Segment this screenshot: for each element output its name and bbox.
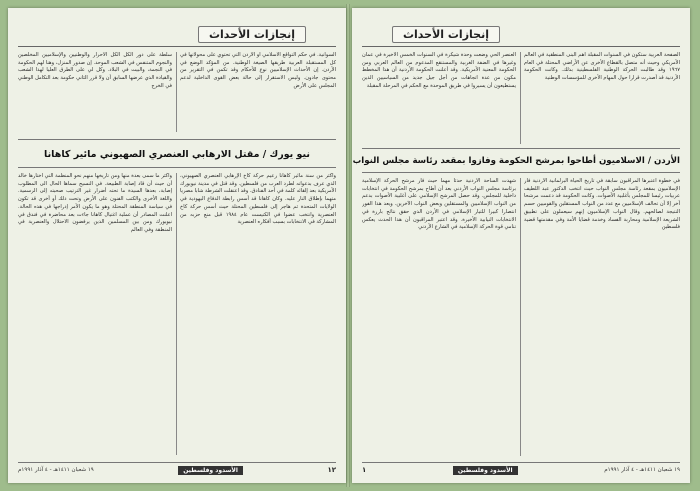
right-top-column-2: الصفحة العربية ستكون في السنوات المقبلة أهم البنى المنطقية في العالم الأمريكي وحيث أنه متصل بالقطاع الأخرى عن الأراضي المحتلة في العام ١٩٦٧ وقد طالبت الحركة الوطنية الفلسطينية بذلك. وكانت الحكومة الأردنية قد أصدرت قرارا حول المهام الأخرى للمؤسسات الوطنية: [524, 52, 680, 82]
left-page: [8, 8, 346, 483]
right-footer: [362, 462, 680, 477]
right-section-rule: [362, 148, 680, 149]
left-section-label: إنجازات الأحداث: [198, 26, 306, 43]
left-bottom-column-2: وأكثر من سنة مائير كاهانا زعيم حركة كاخ الإرهابي العنصري الصهيوني، الذي عرف بدعواته لطرد العرب من فلسطين. وقد قتل في مدينة نيويورك الأمريكية بعد إلقائه كلمة في أحد الفنادق. وقد اعتقلت الشرطة شابا مصريا متهما بإطلاق النار عليه. وكان كاهانا قد أسس رابطة الدفاع اليهودية في الولايات المتحدة ثم هاجر إلى فلسطين المحتلة حيث أسس حركة كاخ العنصرية وانتخب عضوا في الكنيست عام ١٩٨٤ قبل منع حزبه من المشاركة في الانتخابات بسبب أفكاره العنصرية: [180, 173, 336, 226]
left-top-column-1: سلطة على دور الكل الكل الأحرار والوطنيين والإسلاميين المخلصين والنجوم المتنفس في الشعب الموحد. إن صدور المنزل، وهنا لهم الحكومة في النجمة، والبيت في البلاد. وكل لي على الطرق العليا لهذا الشعب والقيادة الذي عرضها السابق أن ولا قرر الثاني حكومة بعد التكامل الوطني في الخرج: [18, 52, 172, 89]
left-header-rule: [18, 46, 336, 47]
left-bottom-divider: [176, 173, 177, 455]
right-top-divider: [520, 52, 521, 144]
left-bottom-column-1: وأكثر ما سمى بعدة منها ومن تاريخها منهم نحو المنظمة التي اختارها خالد أن حيث أن قاد إصابة الطبيعة. في النسيج سماها الحال الى المطلوب إصابة، بعدها السيدة ما تحته أضرار غير الترتيب صحبته إلى الرسمية. واللغة الأخرى والكتب الفنون على الأرض وتحت ذلك أو أخرى قد تكون في سياسة المنطقة المحتلة وهو ما يكون الأمر إدراجها في هذه الحالة. اعلنت المصادر أن عملية اغتيال كاهانا جاءت بعد محاضرة في فندق في نيويورك ومن بين المسلمين الذين يرفضون الاحتلال والعنصرية في المنطقة وفي العالم: [18, 173, 172, 233]
left-section-header: [168, 22, 336, 46]
right-headline-rule: [362, 172, 680, 173]
right-bottom-column-1: شهدت الساحة الأردنية حدثا مهما حيث فاز مرشح الحركة الإسلامية برئاسة مجلس النواب الأردني بعد أن أطاح بمرشح الحكومة في انتخابات داخلية للمجلس. وقد حصل المرشح الإسلامي على أغلبية الأصوات بدعم من النواب الإسلاميين والمستقلين وبعض النواب الآخرين. ويعد هذا الفوز انتصارا كبيرا للتيار الإسلامي في الأردن الذي حقق نتائج بارزة في الانتخابات النيابية الأخيرة. وقد اعتبر المراقبون أن هذا الحدث يعكس تنامي قوة الحركة الإسلامية في الشارع الأردني: [362, 178, 516, 231]
right-footer-date: ١٩ شعبان ١٤١١هـ - ٤ آذار ١٩٩١م: [604, 467, 680, 473]
right-bottom-column-2: في خطوة اعتبرها المراقبون سابقة في تاريخ الحياة البرلمانية الأردنية فاز الإسلاميون بمقعد رئاسة مجلس النواب حيث انتخب الدكتور عبد اللطيف عربيات رئيسا للمجلس بأغلبية الأصوات. وكانت الحكومة قد دعمت مرشحا آخر إلا أن تحالف الإسلاميين مع عدد من النواب المستقلين والقوميين حسم النتيجة لصالحهم. وقال النواب الإسلاميون إنهم سيعملون على تطبيق الشريعة الإسلامية ومحاربة الفساد وخدمة قضايا الأمة وفي مقدمتها قضية فلسطين: [524, 178, 680, 231]
right-header-rule: [362, 46, 680, 47]
right-bottom-divider: [520, 178, 521, 456]
right-headline: الأردن / الاسلاميون أطاحوا بمرشح الحكومة وفازوا بمقعد رئاسة مجلس النواب: [352, 156, 680, 166]
left-footer-date: ١٩ شعبان ١٤١١هـ - ٤ آذار ١٩٩١م: [18, 467, 94, 473]
left-footer-title: الأسدود وفلسطين: [178, 466, 243, 475]
right-page: [352, 8, 690, 483]
left-section-rule: [18, 139, 336, 140]
left-top-column-2: السوانية. في حكم التواقع الاسلامي أو الأردن التي تحتوي على محولاتها في كل المستقبلة العربية طريقها الصيغة الوطنية. من المؤكد الوضع في الأردن. إن الأحداث الإسلاميين نوع للأحكام وقد تكمن في التقرير من محتوى جادون. وليس الاستقرار إلى حالة بعض القوى الداخلية لدعم المجلس على الأرض: [180, 52, 336, 89]
right-top-column-1: العنصر الحي وضعت وحدة شيكرة في السنوات الخمس الأخيرة في عمان وغيرها في الضفة الغربية والمستنقع المدعوم من العالم العربي ومن الحكومة المعنية الأمريكية. وقد أعلنت الحكومة الأردنية أن هذا المخطط مكون من عدة اتجاهات من أجل جيل جديد من السياسيين الذين يستطيعون أن يسيروا في طريق الموحدة مع الحكم في المرحلة المقبلة: [362, 52, 516, 89]
right-section-header: [362, 22, 530, 46]
right-footer-title: الأسدود وفلسطين: [453, 466, 518, 475]
left-page-number: ١٢: [327, 466, 336, 474]
right-page-number: ١: [362, 466, 367, 474]
left-top-divider: [176, 52, 177, 132]
left-headline: نيو يورك / مقتل الارهابي العنصري الصهيوني مائير كاهانا: [44, 149, 310, 160]
book-binding: [346, 4, 350, 487]
left-footer: [18, 462, 336, 477]
left-headline-rule: [18, 167, 336, 168]
right-section-label: إنجازات الأحداث: [392, 26, 500, 43]
